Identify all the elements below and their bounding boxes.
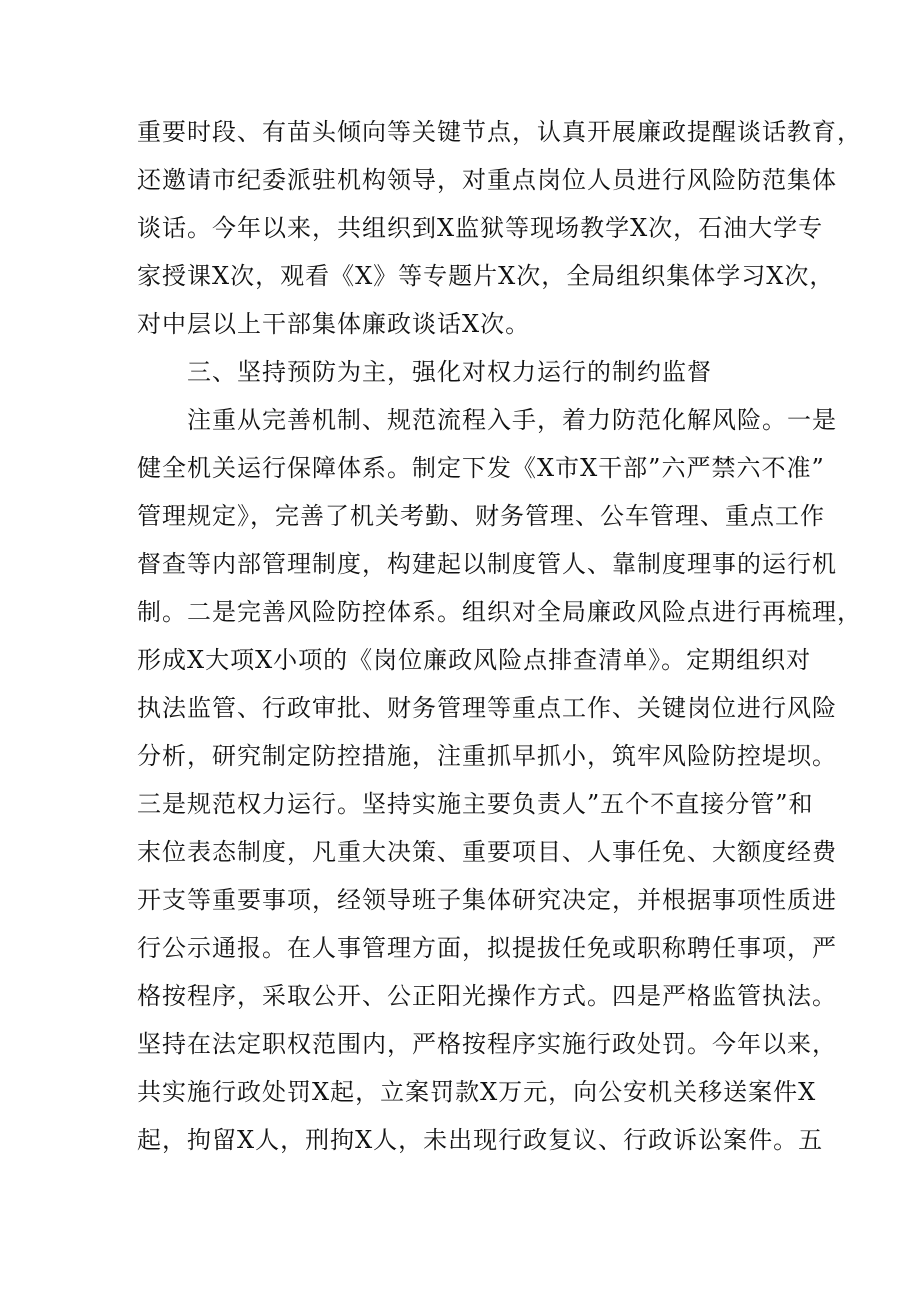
paragraph-line: 坚持在法定职权范围内，严格按程序实施行政处罚。今年以来， — [137, 1030, 837, 1058]
paragraph-line: 形成X大项X小项的《岗位廉政风险点排查清单》。定期组织对 — [137, 646, 812, 674]
paragraph-line: 行公示通报。在人事管理方面，拟提拔任免或职称聘任事项，严 — [137, 934, 837, 962]
paragraph-line: 三是规范权力运行。坚持实施主要负责人”五个不直接分管”和 — [137, 790, 814, 818]
section-heading: 三、坚持预防为主，强化对权力运行的制约监督 — [187, 358, 712, 386]
paragraph-line: 制。二是完善风险防控体系。组织对全局廉政风险点进行再梳理， — [137, 598, 862, 626]
paragraph-line: 管理规定》，完善了机关考勤、财务管理、公车管理、重点工作 — [137, 502, 825, 530]
paragraph-line: 共实施行政处罚X起，立案罚款X万元，向公安机关移送案件X — [137, 1078, 817, 1106]
paragraph-line: 重要时段、有苗头倾向等关键节点，认真开展廉政提醒谈话教育， — [137, 118, 862, 146]
paragraph-line: 谈话。今年以来，共组织到X监狱等现场教学X次，石油大学专 — [137, 214, 824, 242]
paragraph-line: 对中层以上干部集体廉政谈话X次。 — [137, 310, 531, 338]
paragraph-line: 开支等重要事项，经领导班子集体研究决定，并根据事项性质进 — [137, 886, 837, 914]
paragraph-line: 执法监管、行政审批、财务管理等重点工作、关键岗位进行风险 — [137, 694, 837, 722]
paragraph-line: 末位表态制度，凡重大决策、重要项目、人事任免、大额度经费 — [137, 838, 837, 866]
paragraph-line: 健全机关运行保障体系。制定下发《X市X干部”六严禁六不准” — [137, 454, 825, 482]
document-body — [137, 108, 862, 1164]
paragraph-line: 督查等内部管理制度，构建起以制度管人、靠制度理事的运行机 — [137, 550, 837, 578]
paragraph-line: 分析，研究制定防控措施，注重抓早抓小，筑牢风险防控堤坝。 — [137, 742, 837, 770]
paragraph-line: 还邀请市纪委派驻机构领导，对重点岗位人员进行风险防范集体 — [137, 166, 837, 194]
paragraph-line: 起，拘留X人，刑拘X人，未出现行政复议、行政诉讼案件。五 — [137, 1126, 824, 1154]
paragraph-line: 家授课X次，观看《X》等专题片X次，全局组织集体学习X次， — [137, 262, 835, 290]
paragraph-line: 格按程序，采取公开、公正阳光操作方式。四是严格监管执法。 — [137, 982, 837, 1010]
paragraph-line: 注重从完善机制、规范流程入手，着力防范化解风险。一是 — [187, 406, 837, 434]
